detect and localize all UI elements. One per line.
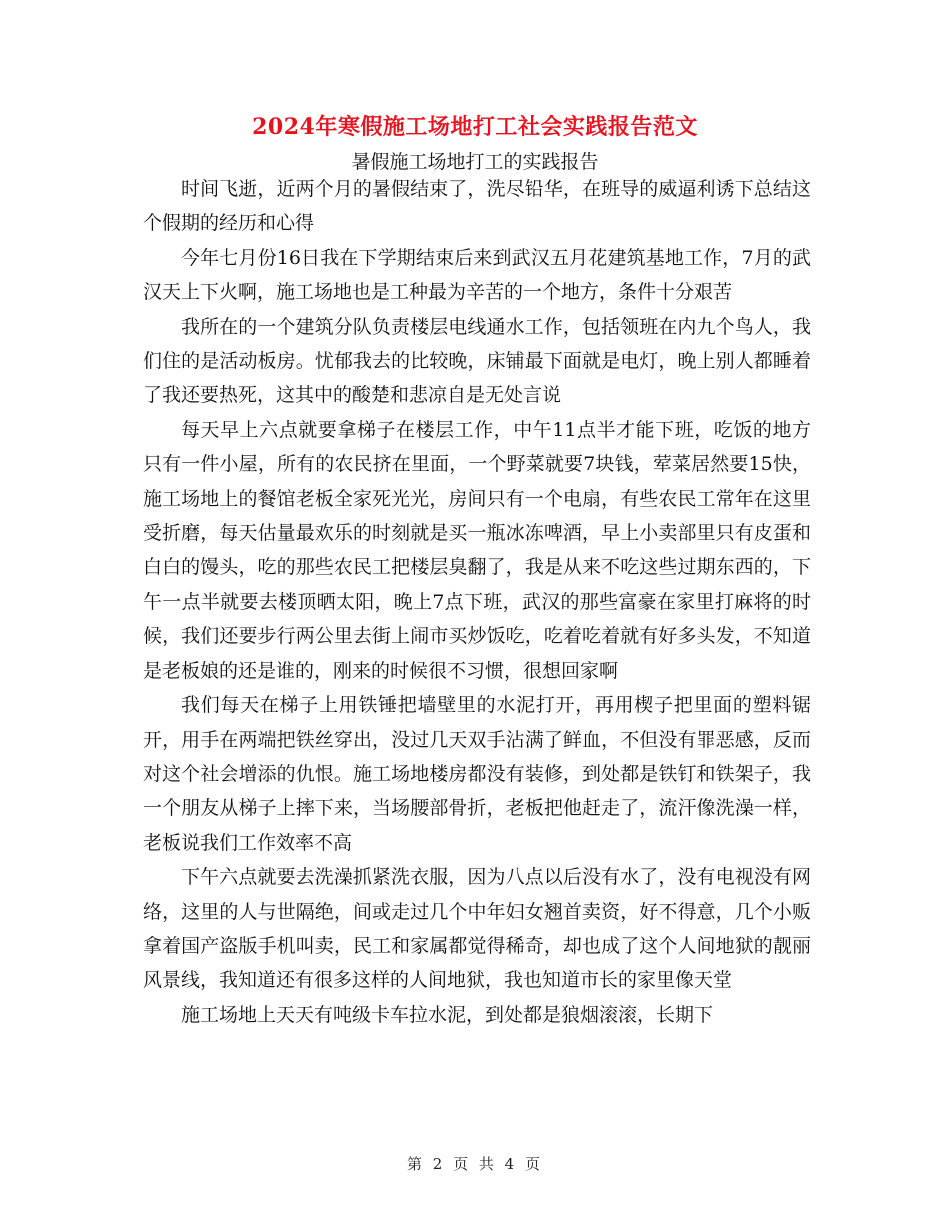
- paragraph: 施工场地上天天有吨级卡车拉水泥，到处都是狼烟滚滚，长期下: [181, 1003, 714, 1026]
- document-title: 2024年寒假施工场地打工社会实践报告范文: [252, 114, 698, 140]
- paragraph: 我们每天在梯子上用铁锤把墙壁里的水泥打开，再用楔子把里面的塑料锯开，用手在两端把铁丝穿出，没过几天双手沾满了鲜血，不但没有罪恶感，反而对这个社会增添的仇恨。施工场地楼房都没有装修，到处都是铁钉和铁架子，我一个朋友从梯子上摔下来，当场腰部骨折，老板把他赶走了，流汗像洗澡一样，老板说我们工作效率不高: [143, 694, 811, 854]
- paragraph: 每天早上六点就要拿梯子在楼层工作，中午11点半才能下班，吃饭的地方只有一件小屋，所有的农民挤在里面，一个野菜就要7块钱，荤菜居然要15快，施工场地上的餐馆老板全家死光光，房间只有一个电扇，有些农民工常年在这里受折磨，每天估量最欢乐的时刻就是买一瓶冰冻啤酒，早上小卖部里只有皮蛋和白白的馒头，吃的那些农民工把楼层臭翻了，我是从来不吃这些过期东西的，下午一点半就要去楼顶晒太阳，晚上7点下班，武汉的那些富豪在家里打麻将的时候，我们还要步行两公里去街上闹市买炒饭吃，吃着吃着就有好多头发，不知道是老板娘的还是谁的，刚来的时候很不习惯，很想回家啊: [143, 418, 811, 682]
- page-number-footer: 第 2 页 共 4 页: [407, 1155, 543, 1173]
- document-subtitle: 暑假施工场地打工的实践报告: [351, 151, 599, 173]
- document-body: [143, 172, 811, 1032]
- paragraph: 下午六点就要去洗澡抓紧洗衣服，因为八点以后没有水了，没有电视没有网络，这里的人与世隔绝，间或走过几个中年妇女翘首卖资，好不得意，几个小贩拿着国产盗版手机叫卖，民工和家属都觉得稀奇，却也成了这个人间地狱的靓丽风景线，我知道还有很多这样的人间地狱，我也知道市长的家里像天堂: [143, 866, 811, 992]
- paragraph: 今年七月份16日我在下学期结束后来到武汉五月花建筑基地工作，7月的武汉天上下火啊，施工场地也是工种最为辛苦的一个地方，条件十分艰苦: [143, 246, 811, 304]
- paragraph: 我所在的一个建筑分队负责楼层电线通水工作，包括领班在内九个鸟人，我们住的是活动板房。忧郁我去的比较晚，床铺最下面就是电灯，晚上别人都睡着了我还要热死，这其中的酸楚和悲凉自是无处言说: [143, 315, 811, 407]
- paragraph: 时间飞逝，近两个月的暑假结束了，洗尽铅华，在班导的威逼利诱下总结这个假期的经历和心得: [143, 178, 811, 235]
